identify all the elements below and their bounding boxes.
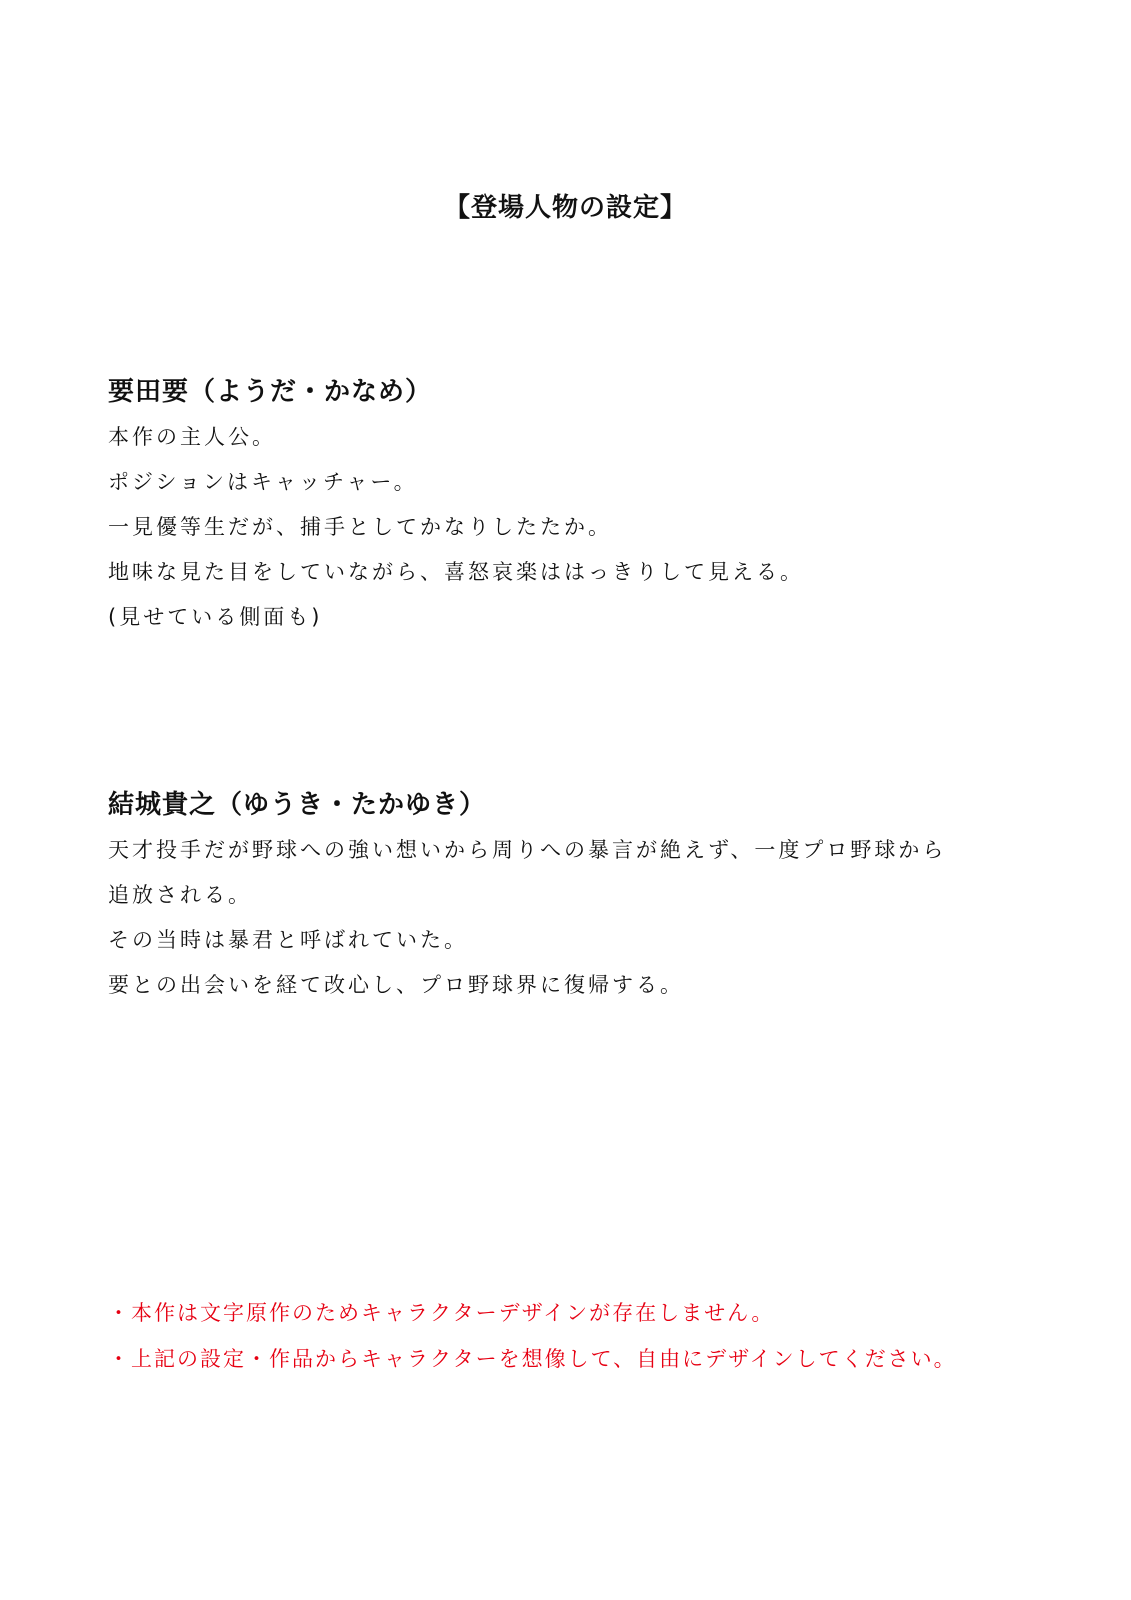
note-line: ・上記の設定・作品からキャラクターを想像して、自由にデザインしてください。 bbox=[108, 1347, 957, 1371]
character-description-line: 要との出会いを経て改心し、プロ野球界に復帰する。 bbox=[108, 973, 684, 997]
character-description-line: (見せている側面も) bbox=[108, 605, 323, 629]
character-description-line: その当時は暴君と呼ばれていた。 bbox=[108, 928, 468, 952]
design-notes bbox=[108, 1290, 1068, 1382]
character-description-line: 本作の主人公。 bbox=[108, 425, 276, 449]
character-description-line: 地味な見た目をしていながら、喜怒哀楽ははっきりして見える。 bbox=[108, 560, 804, 584]
character-description-line: 天才投手だが野球への強い想いから周りへの暴言が絶えず、一度プロ野球から bbox=[108, 838, 947, 862]
character-section-takayuki bbox=[108, 785, 1028, 1008]
page-title: 【登場人物の設定】 bbox=[443, 193, 687, 223]
character-name: 結城貴之（ゆうき・たかゆき） bbox=[108, 790, 487, 820]
character-name: 要田要（ようだ・かなめ） bbox=[108, 377, 433, 407]
character-description-line: 追放される。 bbox=[108, 883, 252, 907]
character-description-line: ポジションはキャッチャー。 bbox=[108, 470, 418, 494]
note-line: ・本作は文字原作のためキャラクターデザインが存在しません。 bbox=[108, 1301, 775, 1325]
character-section-kaname bbox=[108, 372, 1028, 640]
character-description-line: 一見優等生だが、捕手としてかなりしたたか。 bbox=[108, 515, 612, 539]
